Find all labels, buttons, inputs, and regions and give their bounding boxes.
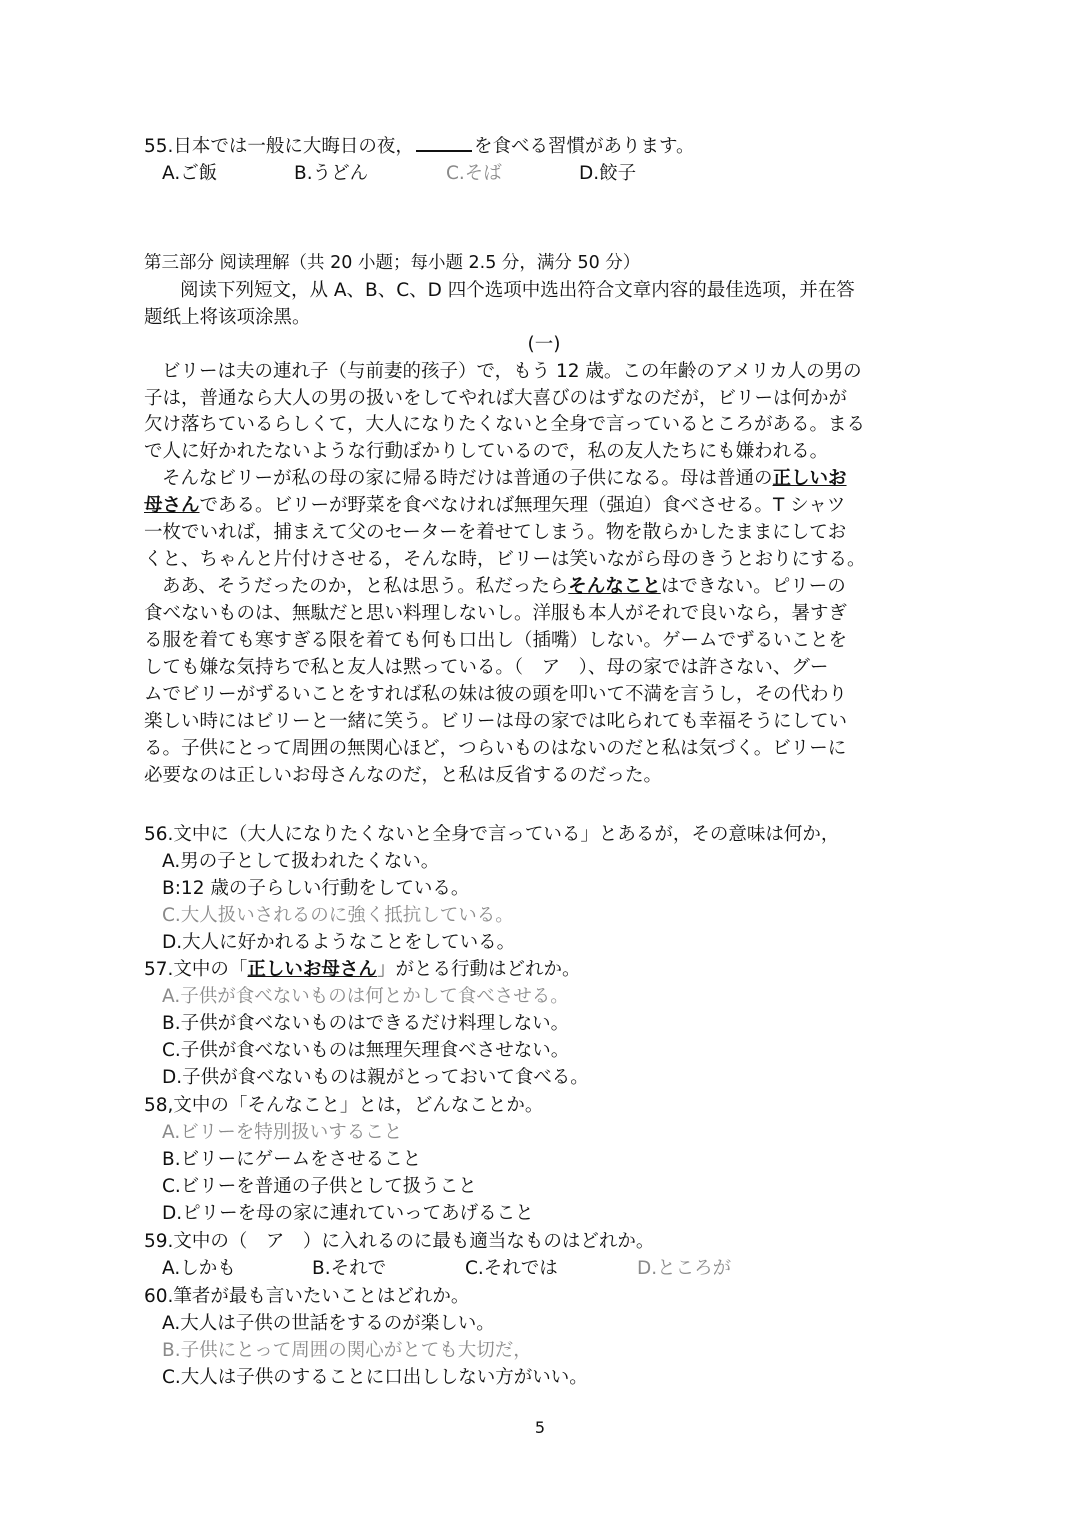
passage-line: 子は，普通なら大人の男の扱いをしてやれば大喜びのはずなのだが，ビリーは何かが (144, 388, 848, 409)
q58-option-c: C.ビリーを普通の子供として扱うこと (162, 1176, 477, 1197)
q58-stem: 58,文中の「そんなこと」とは，どんなことか。 (144, 1095, 544, 1116)
q57-stem-after: 」がとる行動はどれか。 (376, 959, 581, 980)
q58-option-b: B.ビリーにゲームをさせること (162, 1149, 422, 1170)
passage-line: で人に好かれたないような行動ぼかりしているので，私の友人たちにも嫌われる。 (144, 441, 829, 462)
q56-option-b: B:12 歳の子らしい行動をしている。 (162, 878, 470, 899)
q57-option-c: C.子供が食べないものは無理矢理食べさせない。 (162, 1040, 570, 1061)
passage-text: である。ビリーが野菜を食べなければ無理矢理（强迫）食べさせる。T シャツ (199, 495, 846, 516)
passage-line: ムでビリーがずるいことをすれば私の妹は彼の頭を叩いて不満を言うし，その代わり (144, 684, 848, 705)
passage-line (162, 574, 846, 600)
q55-option-c: C.そば (446, 163, 502, 184)
q55-stem (144, 134, 694, 160)
passage-line: 一枚でいれば，捕まえて父のセーターを着せてしまう。物を散らかしたままにしてお (144, 522, 847, 543)
underlined-phrase: 正しいお母さん (247, 959, 377, 980)
q55-option-d: D.餃子 (579, 163, 637, 184)
passage-line: る服を着ても寒すぎる限を着ても何も口出し（插嘴）しない。ゲームでずるいことを (144, 630, 848, 651)
passage-line: 必要なのは正しいお母さんなのだ，と私は反省するのだった。 (144, 765, 663, 786)
passage-line: くと、ちゃんと片付けさせる，そんな時，ビリーは笑いながら母のきうとおりにする。 (144, 549, 866, 570)
q57-stem-before: 57.文中の「 (144, 959, 248, 980)
q58-option-a: A.ビリーを特別扱いすること (162, 1122, 403, 1143)
passage-line (144, 493, 845, 519)
q59-option-d: D.ところが (637, 1258, 732, 1279)
q57-option-a: A.子供が食べないものは何とかして食べさせる。 (162, 986, 569, 1007)
passage-line: 食べないものは、無駄だと思い料理しないし。洋服も本人がそれで良いなら，暑すぎ (144, 603, 848, 624)
q58-option-d: D.ピリーを母の家に連れていってあげること (162, 1203, 534, 1224)
q55-stem-after: を食べる習慣があります。 (473, 136, 695, 157)
passage-line: ビリーは夫の連れ子（与前妻的孩子）で，もう 12 歳。この年齢のアメリカ人の男の (162, 361, 862, 382)
underlined-phrase: 母さん (144, 495, 200, 516)
q57-stem (144, 957, 580, 983)
q59-option-a: A.しかも (162, 1258, 236, 1279)
q56-option-c: C.大人扱いされるのに強く抵抗している。 (162, 905, 514, 926)
q55-option-b: B.うどん (294, 163, 369, 184)
passage-text: そんなビリーが私の母の家に帰る時だけは普通の子供になる。母は普通の (162, 468, 773, 489)
q60-stem: 60.筆者が最も言いたいことはどれか。 (144, 1286, 470, 1307)
q60-option-a: A.大人は子供の世話をするのが楽しい。 (162, 1313, 495, 1334)
section3-instruction-2: 题纸上将该项涂黑。 (144, 307, 311, 328)
passage-line: 楽しい時にはビリーと一緒に笑う。ビリーは母の家では叱られても幸福そうにしてい (144, 711, 848, 732)
q59-option-b: B.それで (312, 1258, 387, 1279)
passage-line (162, 466, 847, 492)
q56-option-a: A.男の子として扱われたくない。 (162, 851, 440, 872)
q57-option-b: B.子供が食べないものはできるだけ料理しない。 (162, 1013, 570, 1034)
section3-title: 第三部分 阅读理解（共 20 小题；每小题 2.5 分，满分 50 分） (144, 253, 641, 273)
q55-blank (416, 134, 472, 152)
q55-stem-before: 55.日本では一般に大晦日の夜， (144, 136, 414, 157)
q57-option-d: D.子供が食べないものは親がとっておいて食べる。 (162, 1067, 589, 1088)
underlined-phrase: 正しいお (772, 468, 847, 489)
passage-text: ああ、そうだったのか，と私は思う。私だったら (162, 576, 569, 597)
q55-options (162, 161, 962, 187)
section3-instruction-1: 阅读下列短文，从 A、B、C、D 四个选项中选出符合文章内容的最佳选项，并在答 (180, 280, 855, 301)
q59-options (162, 1256, 962, 1282)
page-number: 5 (534, 1418, 546, 1437)
q60-option-c: C.大人は子供のすることに口出ししない方がいい。 (162, 1367, 588, 1388)
passage-line: る。子供にとって周囲の無関心ほど，つらいものはないのだと私は気づく。ビリーに (144, 738, 847, 759)
passage-line: しても嫌な気持ちで私と友人は黙っている。（ ア ）、母の家では許さない、グー (144, 657, 829, 678)
q55-option-a: A.ご飯 (162, 163, 218, 184)
q56-option-d: D.大人に好かれるようなことをしている。 (162, 932, 516, 953)
passage-text: はできない。ピリーの (660, 576, 846, 597)
underlined-phrase: そんなこと (568, 576, 661, 597)
q59-stem: 59.文中の（ ア ）に入れるのに最も適当なものはどれか。 (144, 1231, 655, 1252)
q59-option-c: C.それでは (465, 1258, 558, 1279)
passage-number: (一) (527, 334, 561, 355)
q56-stem: 56.文中に（大人になりたくないと全身で言っている」とあるが，その意味は何か， (144, 824, 840, 845)
passage-line: 欠け落ちているらしくて，大人になりたくないと全身で言っているところがある。まる (144, 414, 865, 435)
q60-option-b: B.子供にとって周囲の関心がとても大切だ， (162, 1340, 532, 1361)
